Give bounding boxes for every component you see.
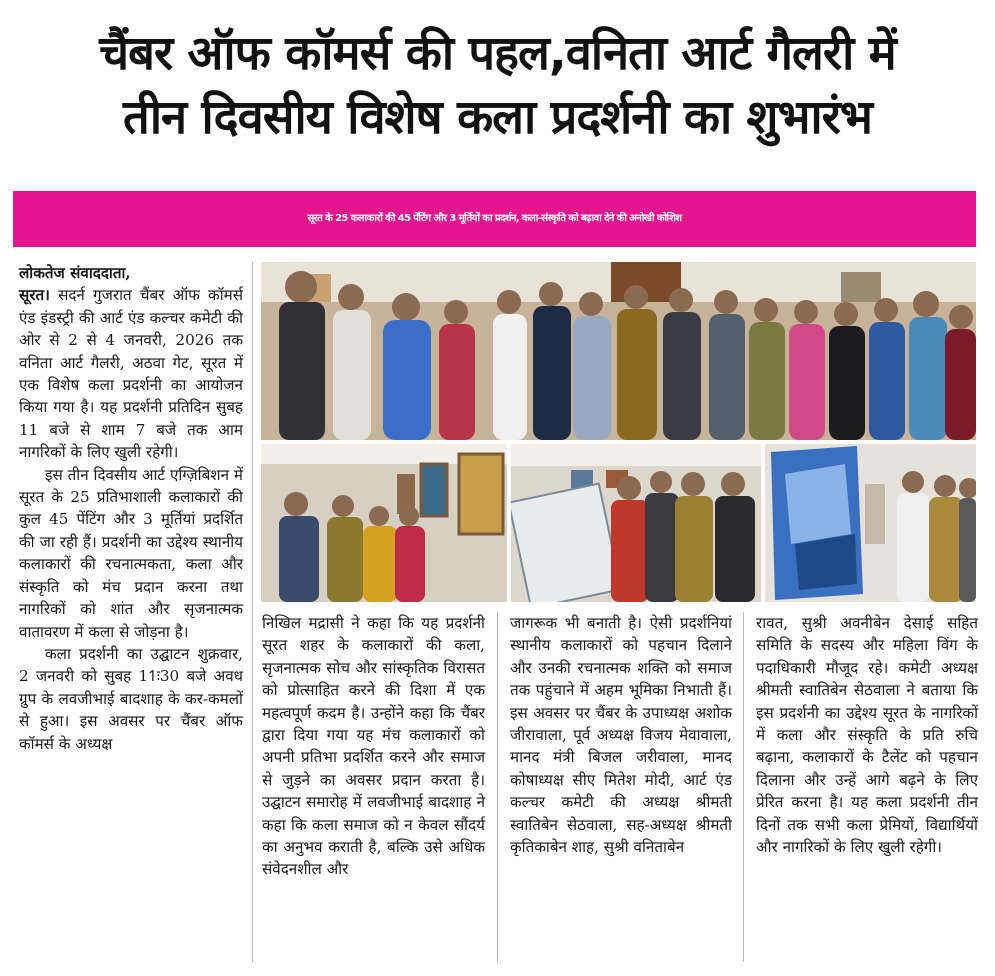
- byline-paragraph: [19, 262, 243, 464]
- exhibition-photo-1: [261, 444, 507, 602]
- exhibition-photo-3: [765, 444, 976, 602]
- byline: लोकतेज संवाददाता,: [19, 264, 131, 282]
- exhibition-photo-2: [511, 444, 761, 602]
- dateline: सूरत।: [19, 286, 50, 305]
- article-column-2: [262, 612, 485, 881]
- headline: [0, 22, 995, 150]
- group-photo: [261, 262, 976, 440]
- column-divider: [497, 612, 498, 962]
- col1-para-1: सदर्न गुजरात चैंबर ऑफ कॉमर्स एंड इंडस्ट्री की आर्ट एंड कल्चर कमेटी की ओर से 2 से 4 जनवरी, 2026 तक वनिता आर्ट गैलरी, अठवा गेट, सूरत में एक विशेष कला प्रदर्शनी का आयोजन किया गया है। यह प्रदर्शनी प्रतिदिन सुबह 11 बजे से शाम 7 बजे तक आम नागरिकों के लिए खुली रहेगी।: [19, 286, 243, 462]
- article-column-3: [510, 612, 732, 858]
- headline-line-1: चैंबर ऑफ कॉमर्स की पहल,वनिता आर्ट गैलरी में: [99, 26, 896, 81]
- column-divider: [743, 612, 744, 962]
- col1-para-2: इस तीन दिवसीय आर्ट एग्ज़िबिशन में सूरत के 25 प्रतिभाशाली कलाकारों की कुल 45 पेंटिंग और 3 मूर्तियां प्रदर्शित की जा रही हैं। प्रदर्शनी का उद्देश्य स्थानीय कलाकारों की रचनात्मकता, कला और संस्कृति को मंच प्रदान करना तथा नागरिकों को शांत और सृजनात्मक वातावरण में कला से जोड़ना है।: [19, 465, 243, 641]
- col2-text: निखिल मद्रासी ने कहा कि यह प्रदर्शनी सूरत शहर के कलाकारों की कला, सृजनात्मक सोच और सांस्कृतिक विरासत को प्रोत्साहित करने की दिशा में एक महत्वपूर्ण कदम है। उन्होंने कहा कि चैंबर द्वारा दिया गया यह मंच कलाकारों को अपनी प्रतिभा प्रदर्शित करने और समाज से जुड़ने का अवसर प्रदान करता है। उद्घाटन समारोह में लवजीभाई बादशाह ने कहा कि कला समाज को न केवल सौंदर्य का अनुभव कराती है, बल्कि उसे अधिक संवेदनशील और: [262, 614, 485, 879]
- col3-text: जागरूक भी बनाती है। ऐसी प्रदर्शनियां स्थानीय कलाकारों को पहचान दिलाने और उनकी रचनात्मक शक्ति को समाज तक पहुंचाने में अहम भूमिका निभाती हैं। इस अवसर पर चैंबर के उपाध्यक्ष अशोक जीरावाला, पूर्व अध्यक्ष विजय मेवावाला, मानद मंत्री बिजल जरीवाला, मानद कोषाध्यक्ष सीए मितेश मोदी, आर्ट एंड कल्चर कमेटी की अध्यक्ष श्रीमती स्वातिबेन सेठवाला, सह-अध्यक्ष श्रीमती कृतिकाबेन शाह, सुश्री वनिताबेन: [510, 614, 732, 857]
- headline-line-2: तीन दिवसीय विशेष कला प्रदर्शनी का शुभारंभ: [123, 90, 872, 145]
- col4-text: रावत, सुश्री अवनीबेन देसाई सहित समिति के सदस्य और महिला विंग के पदाधिकारी मौजूद रहे। कमेटी अध्यक्ष श्रीमती स्वातिबेन सेठवाला ने बताया कि इस प्रदर्शनी का उद्देश्य सूरत के नागरिकों में कला और संस्कृति के प्रति रुचि बढ़ाना, कलाकारों के टैलेंट को पहचान दिलाना और उन्हें आगे बढ़ने के लिए प्रेरित करना है। यह कला प्रदर्शनी तीन दिनों तक सभी कला प्रेमियों, विद्यार्थियों और नागरिकों के लिए खुली रहेगी।: [756, 614, 978, 857]
- col1-para-3: कला प्रदर्शनी का उद्घाटन शुक्रवार, 2 जनवरी को सुबह 11ः30 बजे अवध ग्रुप के लवजीभाई बादशाह के कर-कमलों से हुआ। इस अवसर पर चैंबर ऑफ कॉमर्स के अध्यक्ष: [19, 644, 243, 753]
- column-divider: [252, 262, 253, 962]
- subheadline-banner: सूरत के 25 कलाकारों की 45 पेंटिंग और 3 मूर्तियों का प्रदर्शन, कला-संस्कृति को बढ़ावा देने की अनोखी कोशिश: [13, 191, 976, 247]
- article-column-1: [19, 262, 243, 755]
- article-column-4: [756, 612, 978, 858]
